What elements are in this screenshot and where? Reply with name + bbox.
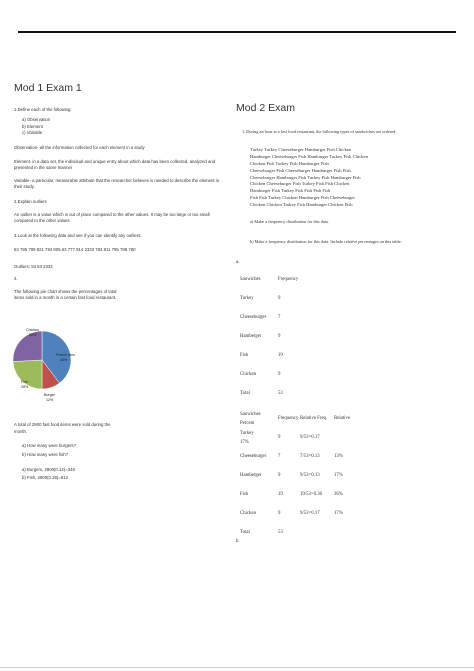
mod1-title: Mod 1 Exam 1 bbox=[14, 82, 82, 94]
q4-item: b) How many were fish? bbox=[22, 451, 69, 457]
table-cell: Turkey bbox=[240, 296, 254, 302]
pie-label-fish-pct: 28% bbox=[21, 385, 29, 390]
answer-fish: b) Fish, 2900(0.28)=812 bbox=[22, 475, 68, 481]
table-cell: 19 bbox=[278, 492, 283, 498]
table-cell: Chicken bbox=[240, 511, 256, 517]
outlier-line: compared to the other values bbox=[14, 218, 70, 224]
def-element-line: presented in the same manner bbox=[14, 165, 73, 171]
q3-text: 3.Look at the following data and see if you can identify any outliers: bbox=[14, 232, 142, 238]
pie-label-burger-pct: 12% bbox=[46, 398, 54, 403]
frequency-table bbox=[240, 270, 318, 403]
table-row bbox=[240, 504, 354, 523]
table-header-cell: Frequency bbox=[278, 416, 299, 422]
table-row bbox=[240, 447, 354, 466]
q4-label: 4. bbox=[14, 276, 18, 282]
table-cell: Total bbox=[240, 391, 250, 397]
sequence-line: Cheeseburger Fish Cheeseburger Hamburger Fish Fish bbox=[250, 167, 351, 173]
table-cell: Fish bbox=[240, 492, 249, 498]
table-cell bbox=[334, 428, 354, 447]
outliers-answer: Outliers: 53 63 2333 bbox=[14, 263, 53, 269]
pie-label-fish: Fish bbox=[21, 380, 28, 385]
table-header-cell: Relative Freq. bbox=[300, 416, 328, 422]
table-cell: 9/53=0.17 bbox=[300, 511, 320, 517]
table-cell: 9 bbox=[278, 511, 281, 517]
total-line: A total of 2900 fast food items were sold during the bbox=[14, 422, 111, 428]
sequence-line: Fish Fish Turkey Chicken Hamburger Fish Cheeseburger bbox=[250, 194, 355, 200]
q2-text: 2.Explain outliers bbox=[14, 198, 47, 204]
sequence-line: Chicken Cheeseburger Fish Turkey Fish Fish Chicken bbox=[250, 181, 350, 187]
pie-label-fries: French fries bbox=[56, 353, 75, 358]
table-row bbox=[240, 384, 318, 403]
table-cell: 9/53=0.13 bbox=[300, 473, 320, 479]
table-row bbox=[240, 346, 318, 365]
table-header-cell: Sanwiches bbox=[240, 277, 261, 283]
table-header-row bbox=[240, 270, 318, 289]
q1-item: c) Variable bbox=[22, 130, 43, 136]
pie-intro-line: items sold in a month in a certain fast food restaurant. bbox=[14, 294, 117, 300]
table-cell: 53 bbox=[278, 391, 283, 397]
pie-intro-line: The following pie chart shows the percentages of total bbox=[14, 288, 117, 294]
pie-slice-chicken bbox=[13, 331, 42, 362]
def-variable-line: Variable- a particular, measurable attribute that the researcher believes is needed to describe the element in bbox=[14, 177, 220, 183]
q1-item: a) Observation bbox=[22, 117, 51, 123]
mark-b: b. bbox=[236, 538, 240, 544]
def-variable-line: their study. bbox=[14, 184, 35, 190]
table-row bbox=[240, 485, 354, 504]
table-cell: 9 bbox=[278, 372, 281, 378]
table-row bbox=[240, 428, 354, 447]
table-cell: Cheeseburger bbox=[240, 315, 267, 321]
table-cell: 36% bbox=[334, 492, 343, 498]
total-line: month. bbox=[14, 428, 28, 434]
table-cell: Hamberger bbox=[240, 334, 262, 340]
pie-chart bbox=[12, 309, 82, 419]
sequence-line: Turkey Turkey Cheeseburger Hamburger Fish Chicken bbox=[250, 147, 352, 153]
table-cell: Turkey 17% bbox=[240, 430, 254, 445]
table-cell: 17% bbox=[334, 473, 343, 479]
table-cell: 9 bbox=[278, 334, 281, 340]
q1-text: 1. During an hour at a fast food restaurant, the following types of sandwiches are ordered: bbox=[242, 129, 397, 134]
table-cell: 9 bbox=[278, 435, 281, 441]
data-line: 53 786 789 821 794 805 63 777 814 2333 783 811 795 788 780 bbox=[14, 247, 136, 253]
table-cell: Chicken bbox=[240, 372, 256, 378]
table-cell: 9 bbox=[278, 296, 281, 302]
sequence-line: Hamburger Cheeseburger Fish Hamburger Turkey Fish Chicken bbox=[250, 154, 368, 160]
sequence-line: Chicken Fish Turkey Fish Hamburger Fish bbox=[250, 161, 329, 166]
top-rule bbox=[18, 31, 456, 33]
mark-a: a. bbox=[236, 259, 240, 265]
outlier-line: An outlier is a value which is out of place compared to the other values. It may be too large or too small bbox=[14, 212, 210, 218]
sequence-line: Hamburger Fish Turkey Fish Fish Fish Fish bbox=[250, 188, 331, 194]
q1-item: b) Element bbox=[22, 123, 43, 129]
table-row bbox=[240, 466, 354, 485]
table-cell: Hamberger bbox=[240, 473, 262, 479]
pie-label-chicken-pct: 30% bbox=[29, 333, 37, 338]
q4-item: a) How many were burgers? bbox=[22, 443, 76, 449]
q1-text: 1.Define each of the following: bbox=[14, 107, 72, 112]
def-element-line: Element- in a data set, the individual and unique entry about which data has been collected, analyzed and bbox=[14, 159, 216, 165]
table-cell: 19/53=0.36 bbox=[300, 492, 323, 498]
def-observation: Observation- all the information collected for each element in a study bbox=[14, 144, 145, 150]
table-row bbox=[240, 327, 318, 346]
table-cell: 19 bbox=[278, 353, 283, 359]
table-cell: 9 bbox=[278, 473, 281, 479]
table-row bbox=[240, 289, 318, 308]
bottom-rule bbox=[0, 667, 474, 668]
table-cell: Cheeseburger bbox=[240, 454, 267, 460]
table-cell: Total bbox=[240, 530, 250, 536]
sequence-line: Chicken Chicken Turkey Fish Hamburger Chicken Fish bbox=[250, 201, 353, 207]
pie-label-chicken: Chicken bbox=[26, 328, 39, 333]
table-cell: 17% bbox=[334, 511, 343, 517]
question-a: a) Make a frequency distribution for this data. bbox=[250, 218, 329, 224]
table-cell: Fish bbox=[240, 353, 249, 359]
table-cell: 9/53=0.17 bbox=[300, 435, 320, 441]
sandwich-sequence bbox=[250, 147, 462, 208]
table-cell: 7/53=0.13 bbox=[300, 454, 320, 460]
table-header-cell: Relative bbox=[334, 416, 350, 422]
table-cell: 13% bbox=[334, 454, 343, 460]
table-header-cell: Sanwiches Percent bbox=[240, 411, 261, 426]
mod1-exam-column bbox=[14, 82, 226, 482]
table-cell: 53 bbox=[278, 530, 283, 536]
mod2-title: Mod 2 Exam bbox=[236, 102, 295, 114]
table-cell: 7 bbox=[278, 454, 281, 460]
mod2-exam-column bbox=[236, 102, 462, 543]
table-header-cell: Frequency bbox=[278, 277, 299, 283]
table-row bbox=[240, 308, 318, 327]
table-header-row bbox=[240, 409, 354, 428]
pie-label-burger: Burger bbox=[44, 393, 55, 398]
table-cell: 7 bbox=[278, 315, 281, 321]
pie-label-fries-pct: 46% bbox=[60, 358, 68, 363]
sequence-line: Cheeseburger Hamburger Fish Turkey Fish Hamburger Fish bbox=[250, 174, 361, 180]
relative-frequency-table bbox=[240, 409, 354, 542]
table-row bbox=[240, 365, 318, 384]
answer-burgers: a) Burgers, 2900(0.12)=348 bbox=[22, 466, 75, 472]
question-b: b) Make a frequency distribution for this data. Include relative percentages on this table: bbox=[250, 238, 402, 244]
